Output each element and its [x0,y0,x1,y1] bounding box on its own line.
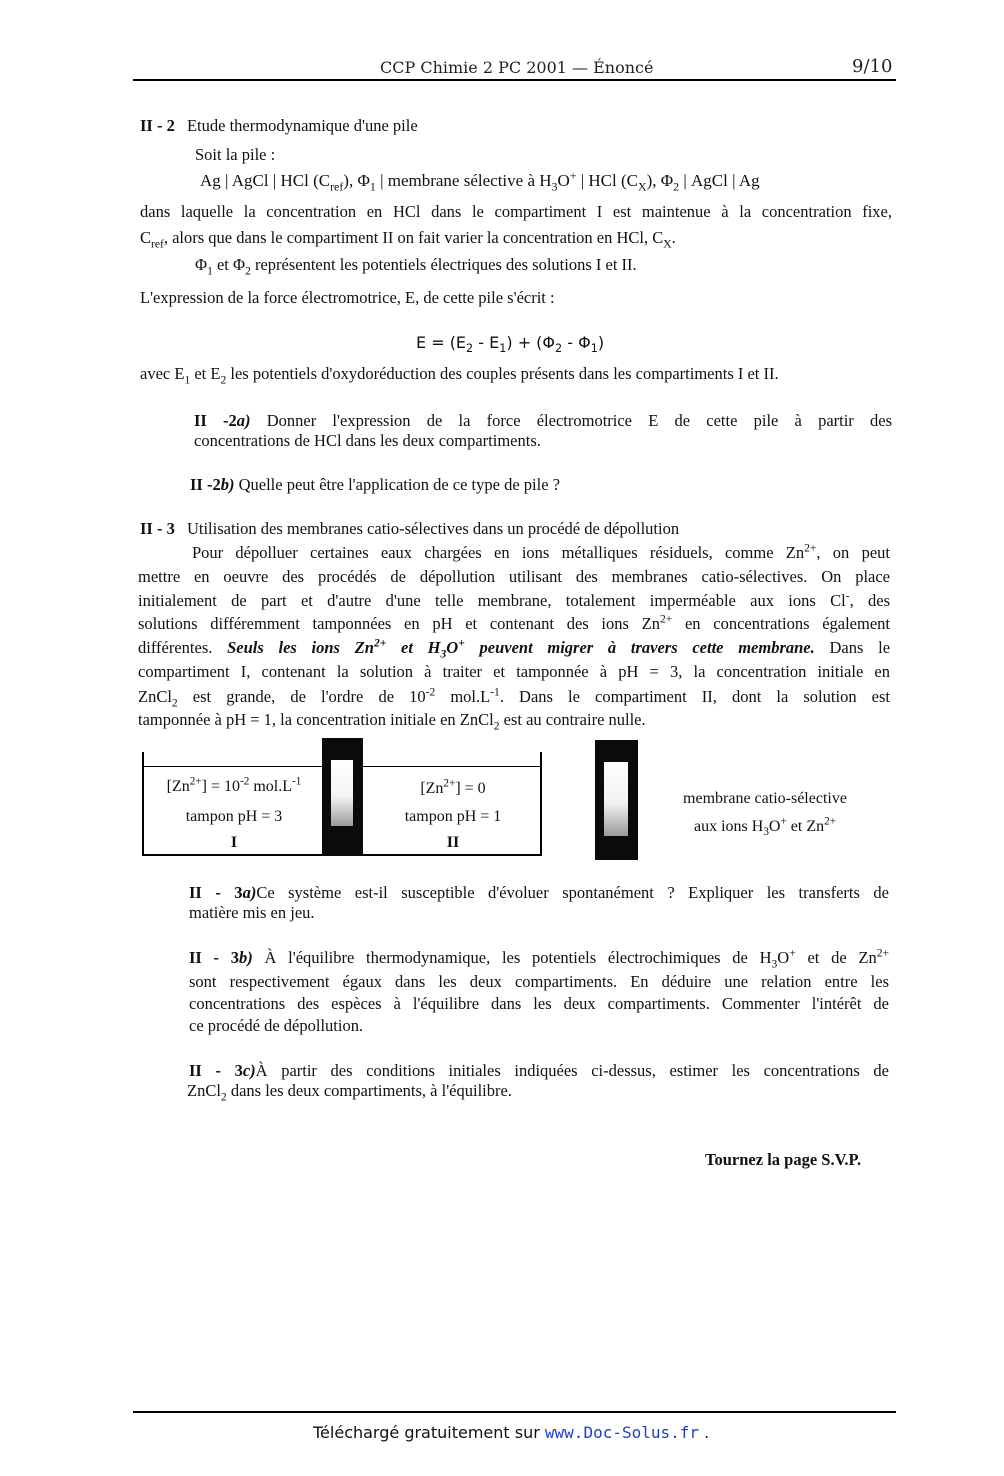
header-rule [133,79,896,81]
question-3b-line4: ce procédé de dépollution. [189,1016,364,1035]
s3-line8: tamponnée à pH = 1, la concentration initiale en ZnCl$_2$ est au contraire nulle. [138,710,646,733]
footer-text: Téléchargé gratuitement sur [313,1423,545,1442]
section-3-title: Utilisation des membranes catio-sélectives dans un procédé de dépollution [186,519,680,538]
compartment-top-line-1 [142,766,322,767]
compartment-1-buffer: tampon pH = 3 [185,808,283,825]
s3-line7: ZnCl$_2$ est grande, de l'ordre de $10^{-2}$ $mol.L^{-1}$. Dans le compartiment II, dont la solution est [138,686,890,710]
section-2-number: II - 2 [140,116,175,135]
legend-line2: aux ions $H_3O^+$ et $Zn^{2+}$ [693,815,837,839]
section-2-intro: Soit la pile : [195,145,276,164]
compartment-top-line-2 [363,766,541,767]
cell-notation: Ag | AgCl | HCl $(C_{ref})$, $\Phi_1$ | membrane sélective à $H_3O^+$ | HCl $(C_X)$, $\Phi_2$ | AgCl | Ag [200,168,760,194]
paragraph-concentration-line2: $C_{ref}$, alors que dans le compartiment II on fait varier la concentration en HCl, $C_X$. [140,228,676,251]
section-3-heading [140,519,679,539]
page-number: 9/10 [852,56,893,77]
section-3-number: II - 3 [140,519,175,538]
question-3c-line2: ZnCl$_2$ dans les deux compartiments, à l'équilibre. [187,1081,512,1104]
s3-line3: initialement de part et d'autre d'une telle membrane, totalement imperméable aux ions Cl-, des [138,590,890,610]
equation-fem: $E = (E_2 - E_1) + (\Phi_2 - \Phi_1)$ [416,333,605,356]
membrane-bar [322,738,363,856]
paragraph-fem-intro: L'expression de la force électromotrice, E, de cette pile s'écrit : [140,288,555,307]
question-2b: II -2b) Quelle peut être l'application de ce type de pile ? [190,475,560,494]
question-3b-line2: sont respectivement égaux dans les deux compartiments. En déduire une relation entre les [189,972,889,991]
question-3c-line1: II - 3c)À partir des conditions initiales indiquées ci-dessus, estimer les concentrations de [189,1061,889,1080]
section-2-title: Etude thermodynamique d'une pile [186,116,418,135]
page-header-title: CCP Chimie 2 PC 2001 — Énoncé [380,58,654,77]
compartment-2-buffer: tampon pH = 1 [404,808,502,825]
footer [313,1423,709,1442]
compartment-1-concentration: $[Zn^{2+}] = 10^{-2}$ $mol.L^{-1}$ [166,775,302,795]
compartment-1-label: I [230,834,238,851]
question-3b-line3: concentrations des espèces à l'équilibre dans les deux compartiments. Commenter l'intérêt de [189,994,889,1013]
question-2a-line1: II -2a) Donner l'expression de la force électromotrice E de cette pile à partir des [194,411,892,430]
compartment-2-label: II [446,834,460,851]
paragraph-concentration-line1: dans laquelle la concentration en HCl dans le compartiment I est maintenue à la concentration fixe, [140,202,892,221]
s3-line6: compartiment I, contenant la solution à traiter et tamponnée à pH = 3, la concentration initiale en [138,662,890,681]
s3-line2: mettre en oeuvre des procédés de dépollution utilisant des membranes catio-sélectives. On place [138,567,890,586]
s3-line4: solutions différemment tamponnées en pH et contenant des ions $Zn^{2+}$ en concentrations également [138,613,890,633]
question-3a-line1: II - 3a)Ce système est-il susceptible d'évoluer spontanément ? Expliquer les transferts de [189,883,889,902]
paragraph-potentials: $\Phi_1$ et $\Phi_2$ représentent les potentiels électriques des solutions I et II. [195,255,637,278]
question-3b-line1: II - 3b) À l'équilibre thermodynamique, les potentiels électrochimiques de $H_3O^+$ et de $Zn^{2+}$ [189,947,889,971]
paragraph-redox-potentials: avec $E_1$ et $E_2$ les potentiels d'oxydoréduction des couples présents dans les compartiments I et II. [140,364,779,387]
section-2-heading [140,116,418,136]
legend-line1: membrane catio-sélective [683,790,847,807]
membrane-window [331,760,353,826]
footer-rule [133,1411,896,1413]
s3-line1: Pour dépolluer certaines eaux chargées en ions métalliques résiduels, comme $Zn^{2+}$, on peut [192,542,890,562]
compartment-left-wall [142,752,144,856]
turn-page-note: Tournez la page S.V.P. [705,1150,862,1169]
compartment-2-concentration: $[Zn^{2+}] = 0$ [420,777,486,797]
question-3a-line2: matière mis en jeu. [189,903,315,922]
question-2a-line2: concentrations de HCl dans les deux compartiments. [194,431,541,450]
footer-end: . [699,1423,710,1442]
s3-line5: différentes. Seuls les ions $Zn^{2+}$ et $H_3O^+$ peuvent migrer à travers cette membrane. Dans le [138,637,891,661]
footer-link[interactable]: www.Doc-Solus.fr [544,1423,700,1442]
legend-membrane-bar [595,740,638,860]
legend-membrane-window [604,762,628,836]
